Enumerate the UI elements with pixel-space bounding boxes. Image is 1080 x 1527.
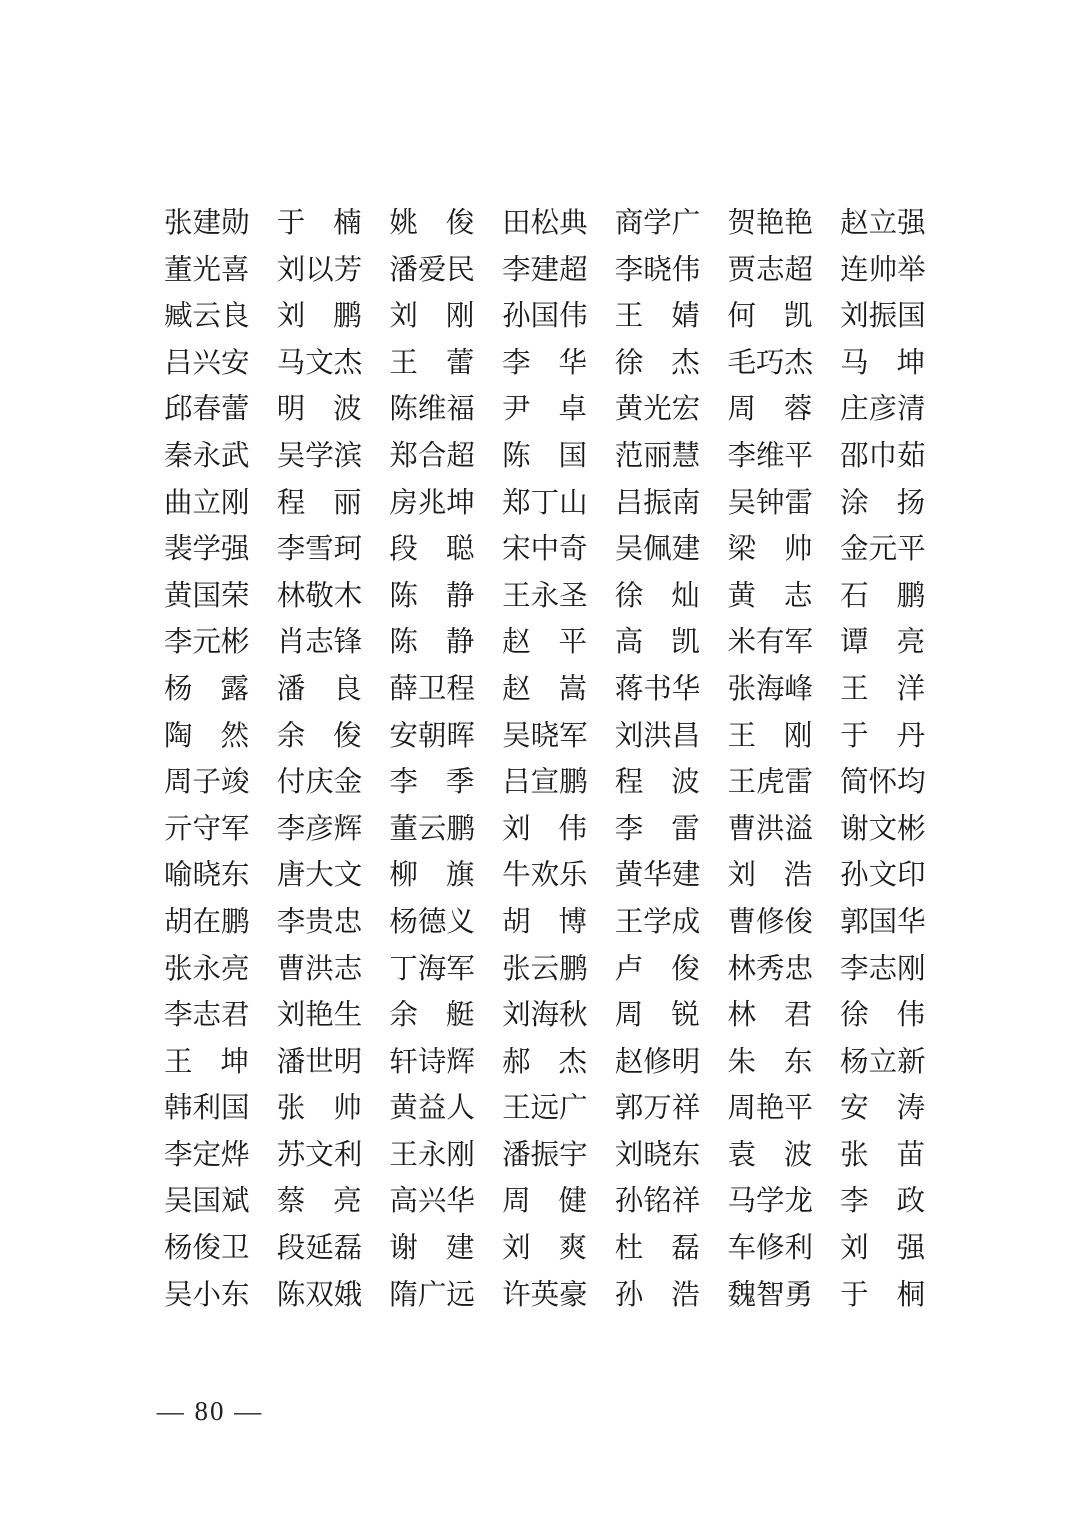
name-cell: 王洋: [840, 673, 926, 705]
name-cell: 李彦辉: [276, 813, 363, 845]
name-cell: 刘伟: [502, 813, 588, 845]
name-cell: 陈双娥: [276, 1279, 363, 1311]
name-cell: 喻晓东: [164, 860, 250, 892]
name-cell: 刘浩: [727, 860, 813, 892]
name-cell: 张帅: [276, 1093, 362, 1125]
name-cell: 庄彦清: [840, 394, 926, 426]
name-cell: 王永刚: [389, 1139, 475, 1171]
name-cell: 明波: [276, 394, 362, 426]
name-cell: 李华: [502, 347, 588, 379]
name-cell: 吴小东: [164, 1279, 250, 1311]
name-cell: 谢建: [389, 1233, 475, 1265]
name-cell: 刘鹏: [276, 301, 362, 333]
name-cell: 张建勋: [164, 208, 250, 239]
name-cell: 丁海军: [389, 953, 475, 985]
name-cell: 黄光宏: [614, 394, 701, 426]
name-cell: 吴佩建: [614, 534, 701, 566]
name-cell: 安涛: [840, 1093, 926, 1125]
name-cell: 赵平: [502, 627, 588, 659]
name-cell: 林君: [727, 1000, 813, 1032]
name-cell: 梁帅: [727, 534, 813, 566]
name-cell: 杨俊卫: [164, 1233, 250, 1265]
name-cell: 金元平: [840, 534, 926, 566]
name-cell: 郑合超: [389, 440, 475, 472]
name-cell: 付庆金: [276, 767, 363, 799]
name-cell: 贾志超: [727, 254, 813, 286]
name-cell: 许英豪: [502, 1279, 588, 1311]
name-cell: 林秀忠: [727, 953, 813, 985]
name-cell: 余艇: [389, 1000, 475, 1032]
name-cell: 安朝晖: [389, 720, 475, 752]
name-cell: 吴钟雷: [727, 487, 813, 519]
name-cell: 于丹: [840, 720, 926, 752]
name-cell: 李贵忠: [276, 906, 363, 938]
name-cell: 范丽慧: [614, 440, 701, 472]
name-cell: 赵立强: [840, 208, 926, 239]
name-cell: 周锐: [614, 1000, 700, 1032]
name-cell: 程波: [614, 767, 700, 799]
name-cell: 林敬木: [276, 580, 363, 612]
name-cell: 秦永武: [164, 440, 250, 472]
name-cell: 陈维福: [389, 394, 475, 426]
name-cell: 黄益人: [389, 1093, 475, 1125]
name-cell: 李维平: [727, 440, 813, 472]
name-cell: 连帅举: [840, 254, 926, 286]
name-cell: 吕兴安: [164, 347, 250, 379]
name-cell: 裴学强: [164, 534, 250, 566]
name-cell: 黄华建: [614, 860, 701, 892]
name-cell: 吴晓军: [502, 720, 588, 752]
name-cell: 李季: [389, 767, 475, 799]
name-cell: 轩诗辉: [389, 1046, 475, 1078]
name-cell: 李雷: [614, 813, 700, 845]
name-cell: 陶然: [164, 720, 249, 752]
name-cell: 王坤: [164, 1046, 249, 1078]
name-cell: 刘刚: [389, 301, 475, 333]
name-cell: 王虎雷: [727, 767, 813, 799]
name-cell: 孙国伟: [502, 301, 588, 333]
name-cell: 李晓伟: [614, 254, 701, 286]
name-cell: 郭万祥: [614, 1093, 701, 1125]
name-cell: 刘以芳: [276, 254, 363, 286]
name-cell: 董云鹏: [389, 813, 475, 845]
name-cell: 潘良: [276, 673, 362, 705]
name-cell: 徐伟: [840, 1000, 926, 1032]
name-cell: 卢俊: [614, 953, 700, 985]
name-cell: 张苗: [840, 1139, 926, 1171]
name-cell: 刘强: [840, 1233, 926, 1265]
name-cell: 王刚: [727, 720, 813, 752]
name-cell: 吴国斌: [164, 1186, 250, 1218]
name-cell: 杨露: [164, 673, 249, 705]
name-cell: 刘晓东: [614, 1139, 701, 1171]
name-cell: 邵巾茹: [840, 440, 926, 472]
name-cell: 余俊: [276, 720, 362, 752]
name-cell: 高兴华: [389, 1186, 475, 1218]
name-cell: 贺艳艳: [727, 208, 813, 239]
name-cell: 马学龙: [727, 1186, 813, 1218]
name-cell: 程丽: [276, 487, 362, 519]
name-cell: 韩利国: [164, 1093, 250, 1125]
name-cell: 郝杰: [502, 1046, 588, 1078]
name-cell: 马坤: [840, 347, 926, 379]
name-cell: 李元彬: [164, 627, 250, 659]
name-cell: 孙浩: [614, 1279, 700, 1311]
name-cell: 孙文印: [840, 860, 926, 892]
name-cell: 田松典: [502, 208, 588, 239]
name-cell: 臧云良: [164, 301, 250, 333]
name-cell: 段聪: [389, 534, 475, 566]
name-cell: 段延磊: [276, 1233, 363, 1265]
name-cell: 赵修明: [614, 1046, 701, 1078]
name-cell: 牛欢乐: [502, 860, 588, 892]
name-cell: 王蕾: [389, 347, 475, 379]
name-cell: 曹修俊: [727, 906, 813, 938]
name-cell: 胡博: [502, 906, 588, 938]
name-cell: 朱东: [727, 1046, 813, 1078]
name-cell: 宋中奇: [502, 534, 588, 566]
name-cell: 刘振国: [840, 301, 926, 333]
name-cell: 车修利: [727, 1233, 813, 1265]
name-cell: 苏文利: [276, 1139, 363, 1171]
name-cell: 潘世明: [276, 1046, 363, 1078]
name-cell: 隋广远: [389, 1279, 475, 1311]
name-cell: 吕振南: [614, 487, 701, 519]
name-cell: 潘振宇: [502, 1139, 588, 1171]
name-cell: 潘爱民: [389, 254, 475, 286]
name-cell: 简怀均: [840, 767, 926, 799]
name-cell: 徐杰: [614, 347, 700, 379]
name-cell: 谭亮: [840, 627, 926, 659]
name-cell: 刘洪昌: [614, 720, 701, 752]
name-cell: 周艳平: [727, 1093, 813, 1125]
name-cell: 徐灿: [614, 580, 700, 612]
name-cell: 李志刚: [840, 953, 926, 985]
name-cell: 于桐: [840, 1279, 926, 1311]
name-cell: 胡在鹏: [164, 906, 250, 938]
name-cell: 郑丁山: [502, 487, 588, 519]
name-cell: 唐大文: [276, 860, 363, 892]
name-cell: 李雪珂: [276, 534, 363, 566]
name-roster-grid: [164, 201, 925, 1319]
page-number: — 80 —: [156, 1396, 264, 1426]
name-cell: 王婧: [614, 301, 700, 333]
name-cell: 杨德义: [389, 906, 475, 938]
name-cell: 周子竣: [164, 767, 250, 799]
name-cell: 刘艳生: [276, 1000, 363, 1032]
name-cell: 陈静: [389, 627, 475, 659]
name-cell: 董光喜: [164, 254, 250, 286]
name-cell: 赵嵩: [502, 673, 588, 705]
name-cell: 魏智勇: [727, 1279, 813, 1311]
name-cell: 邱春蕾: [164, 394, 250, 426]
name-cell: 李定烨: [164, 1139, 250, 1171]
name-cell: 何凯: [727, 301, 813, 333]
name-cell: 石鹏: [840, 580, 926, 612]
name-cell: 王永圣: [502, 580, 588, 612]
name-cell: 黄志: [727, 580, 813, 612]
name-cell: 毛巧杰: [727, 347, 813, 379]
name-cell: 黄国荣: [164, 580, 250, 612]
name-cell: 李建超: [502, 254, 588, 286]
name-cell: 刘海秋: [502, 1000, 588, 1032]
name-cell: 周蓉: [727, 394, 813, 426]
name-cell: 杨立新: [840, 1046, 926, 1078]
name-cell: 涂扬: [840, 487, 926, 519]
name-cell: 李政: [840, 1186, 926, 1218]
name-cell: 蔡亮: [276, 1186, 362, 1218]
name-cell: 郭国华: [840, 906, 926, 938]
name-cell: 曹洪志: [276, 953, 363, 985]
name-cell: 于楠: [276, 208, 362, 239]
name-cell: 肖志锋: [276, 627, 363, 659]
name-cell: 姚俊: [389, 208, 475, 239]
name-cell: 柳旗: [389, 860, 475, 892]
name-cell: 蒋书华: [614, 673, 701, 705]
name-cell: 吴学滨: [276, 440, 363, 472]
name-cell: 吕宣鹏: [502, 767, 588, 799]
name-cell: 张永亮: [164, 953, 250, 985]
name-cell: 马文杰: [276, 347, 363, 379]
name-cell: 杜磊: [614, 1233, 700, 1265]
name-cell: 王远广: [502, 1093, 588, 1125]
name-cell: 尹卓: [502, 394, 588, 426]
name-cell: 张海峰: [727, 673, 813, 705]
name-cell: 陈静: [389, 580, 475, 612]
name-cell: 谢文彬: [840, 813, 926, 845]
name-cell: 王学成: [614, 906, 701, 938]
name-cell: 袁波: [727, 1139, 813, 1171]
name-cell: 陈国: [502, 440, 588, 472]
name-cell: 孙铭祥: [614, 1186, 701, 1218]
name-cell: 曲立刚: [164, 487, 250, 519]
name-cell: 房兆坤: [389, 487, 475, 519]
name-cell: 高凯: [614, 627, 700, 659]
name-cell: 周健: [502, 1186, 588, 1218]
name-cell: 商学广: [614, 208, 701, 239]
name-cell: 曹洪溢: [727, 813, 813, 845]
name-cell: 李志君: [164, 1000, 250, 1032]
name-cell: 刘爽: [502, 1233, 588, 1265]
name-cell: 薛卫程: [389, 673, 475, 705]
name-cell: 亓守军: [164, 813, 250, 845]
name-cell: 张云鹏: [502, 953, 588, 985]
name-cell: 米有军: [727, 627, 813, 659]
